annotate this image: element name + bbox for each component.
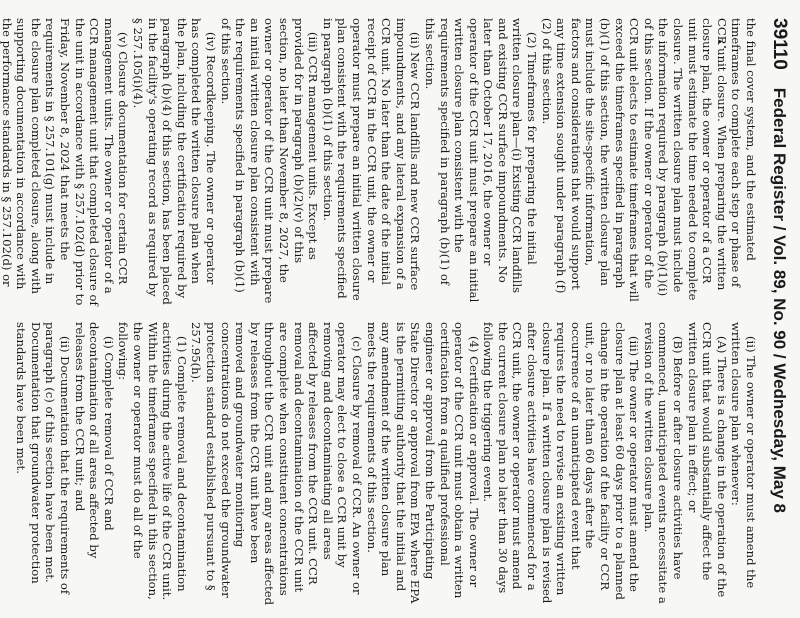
paragraph: (1) Complete removal and decontamination activities during the active life of the CCR unit. Within the timeframes specified in this section, the owner or operator must do all of the following: xyxy=(116,322,189,601)
paragraph: (B) Before or after closure activities have commenced, unanticipated events necessitate a revision of the written closure plan. xyxy=(641,322,686,604)
paragraph: (4) Certification or approval. The owner or operator of the CCR unit must obtain a written certification from a qualified professional engineer or approval from the Participating State Director or approval from EPA where EPA is the permitting authority that the initial and any amendment of the written closure plan meets the requirements of this section. xyxy=(364,322,481,604)
paragraph: the final cover system, and the estimated timeframes to complete each step or phase of CCR unit closure. When preparing the written closure plan, the owner or operator of a CCR unit must estimate the time needed to complete closure. The written closure plan must include the information required by paragraph (b)(1)(i) of this section. If the owner or operator of the CCR unit elects to estimate timeframes that will exceed the timeframes specified in paragraph (b)(1) of this section, the written closure plan must include the site-specific information, factors and considerations that would support any time extension sought under paragraph (f)(2) of this section. xyxy=(539,18,758,302)
paragraph: (2) Timeframes for preparing the initial written closure plan—(i) Existing CCR landfills and existing CCR surface impoundments. No later than October 17, 2016, the owner or operator of the CCR unit must prepare an initial written closure plan consistent with the requirements specified in paragraph (b)(1) of this section. xyxy=(422,18,540,303)
paragraph: (i) Complete removal of CCR and decontamination of all areas affected by releases from the CCR unit; and xyxy=(72,322,116,559)
left-column xyxy=(0,18,758,306)
rotated-document-page xyxy=(0,8,790,618)
running-header xyxy=(762,18,790,618)
paragraph: (ii) New CCR landfills and new CCR surface impoundments, and any lateral expansion of a CCR unit. No later than the date of the initial receipt of CCR in the CCR unit, the owner or operator must prepare an initial written closure plan consistent with the requirements specified in paragraph (b)(1) of this section. xyxy=(320,18,423,301)
paragraph: (A) There is a change in the operation of the CCR unit that would substantially affect the written closure plan in effect; or xyxy=(685,322,729,598)
paragraph: (iii) CCR management units. Except as provided for in paragraph (b)(2)(v) of this section, no later than November 8, 2027, the owner or operator of the CCR unit must prepare an initial written closure plan consistent with the requirements specified in paragraph (b)(1) of this section. xyxy=(218,18,321,304)
paragraph: (iv) Recordkeeping. The owner or operator has completed the written closure plan when the plan, including the certification required by paragraph (b)(4) of this section, has been placed in the facility's operating record as required by § 257.105(i)(4). xyxy=(131,18,219,305)
page-number: 39110 xyxy=(769,18,790,70)
paragraph: (ii) The owner or operator must amend the written closure plan whenever: xyxy=(729,322,758,589)
paragraph: (v) Closure documentation for certain CCR management units. The owner or operator of a CCR management unit that completed closure of the unit in accordance with § 257.102(d) prior to Friday, November 8, 2024 that meets the requirements in § 257.101(g) must include in the closure plan completed closure, along with supporting documentation in accordance with the performance standards in § 257.102(d) or xyxy=(0,18,131,306)
paragraph: (iii) The owner or operator must amend the closure plan at least 60 days prior to a planned change in the operation of the facility or CCR unit, or no later than 60 days after the occurrence of an unanticipated event that requires the need to revise an existing written closure plan. If a written closure plan is revised after closure activities have commenced for a CCR unit, the owner or operator must amend the current closure plan no later than 30 days following the triggering event. xyxy=(481,322,642,604)
paragraph: (ii) Documentation that the requirements of paragraph (c) of this section have been met. Documentation that groundwater protection standards have been met. xyxy=(14,322,73,595)
text-columns xyxy=(0,18,758,618)
publication-title: Federal Register / Vol. 89, No. 90 / Wednesday, May 8 xyxy=(770,87,789,513)
paragraph: (c) Closure by removal of CCR. An owner or operator may elect to close a CCR unit by removing and decontaminating all areas affected by releases from the CCR unit. CCR removal and decontamination of the CCR unit are complete when constituent concentrations throughout the CCR unit and any areas affected by releases from the CCR unit have been removed and groundwater monitoring concentrations do not exceed the groundwater protection standard established pursuant to § 257.95(h). xyxy=(189,322,364,606)
right-column xyxy=(13,322,758,610)
